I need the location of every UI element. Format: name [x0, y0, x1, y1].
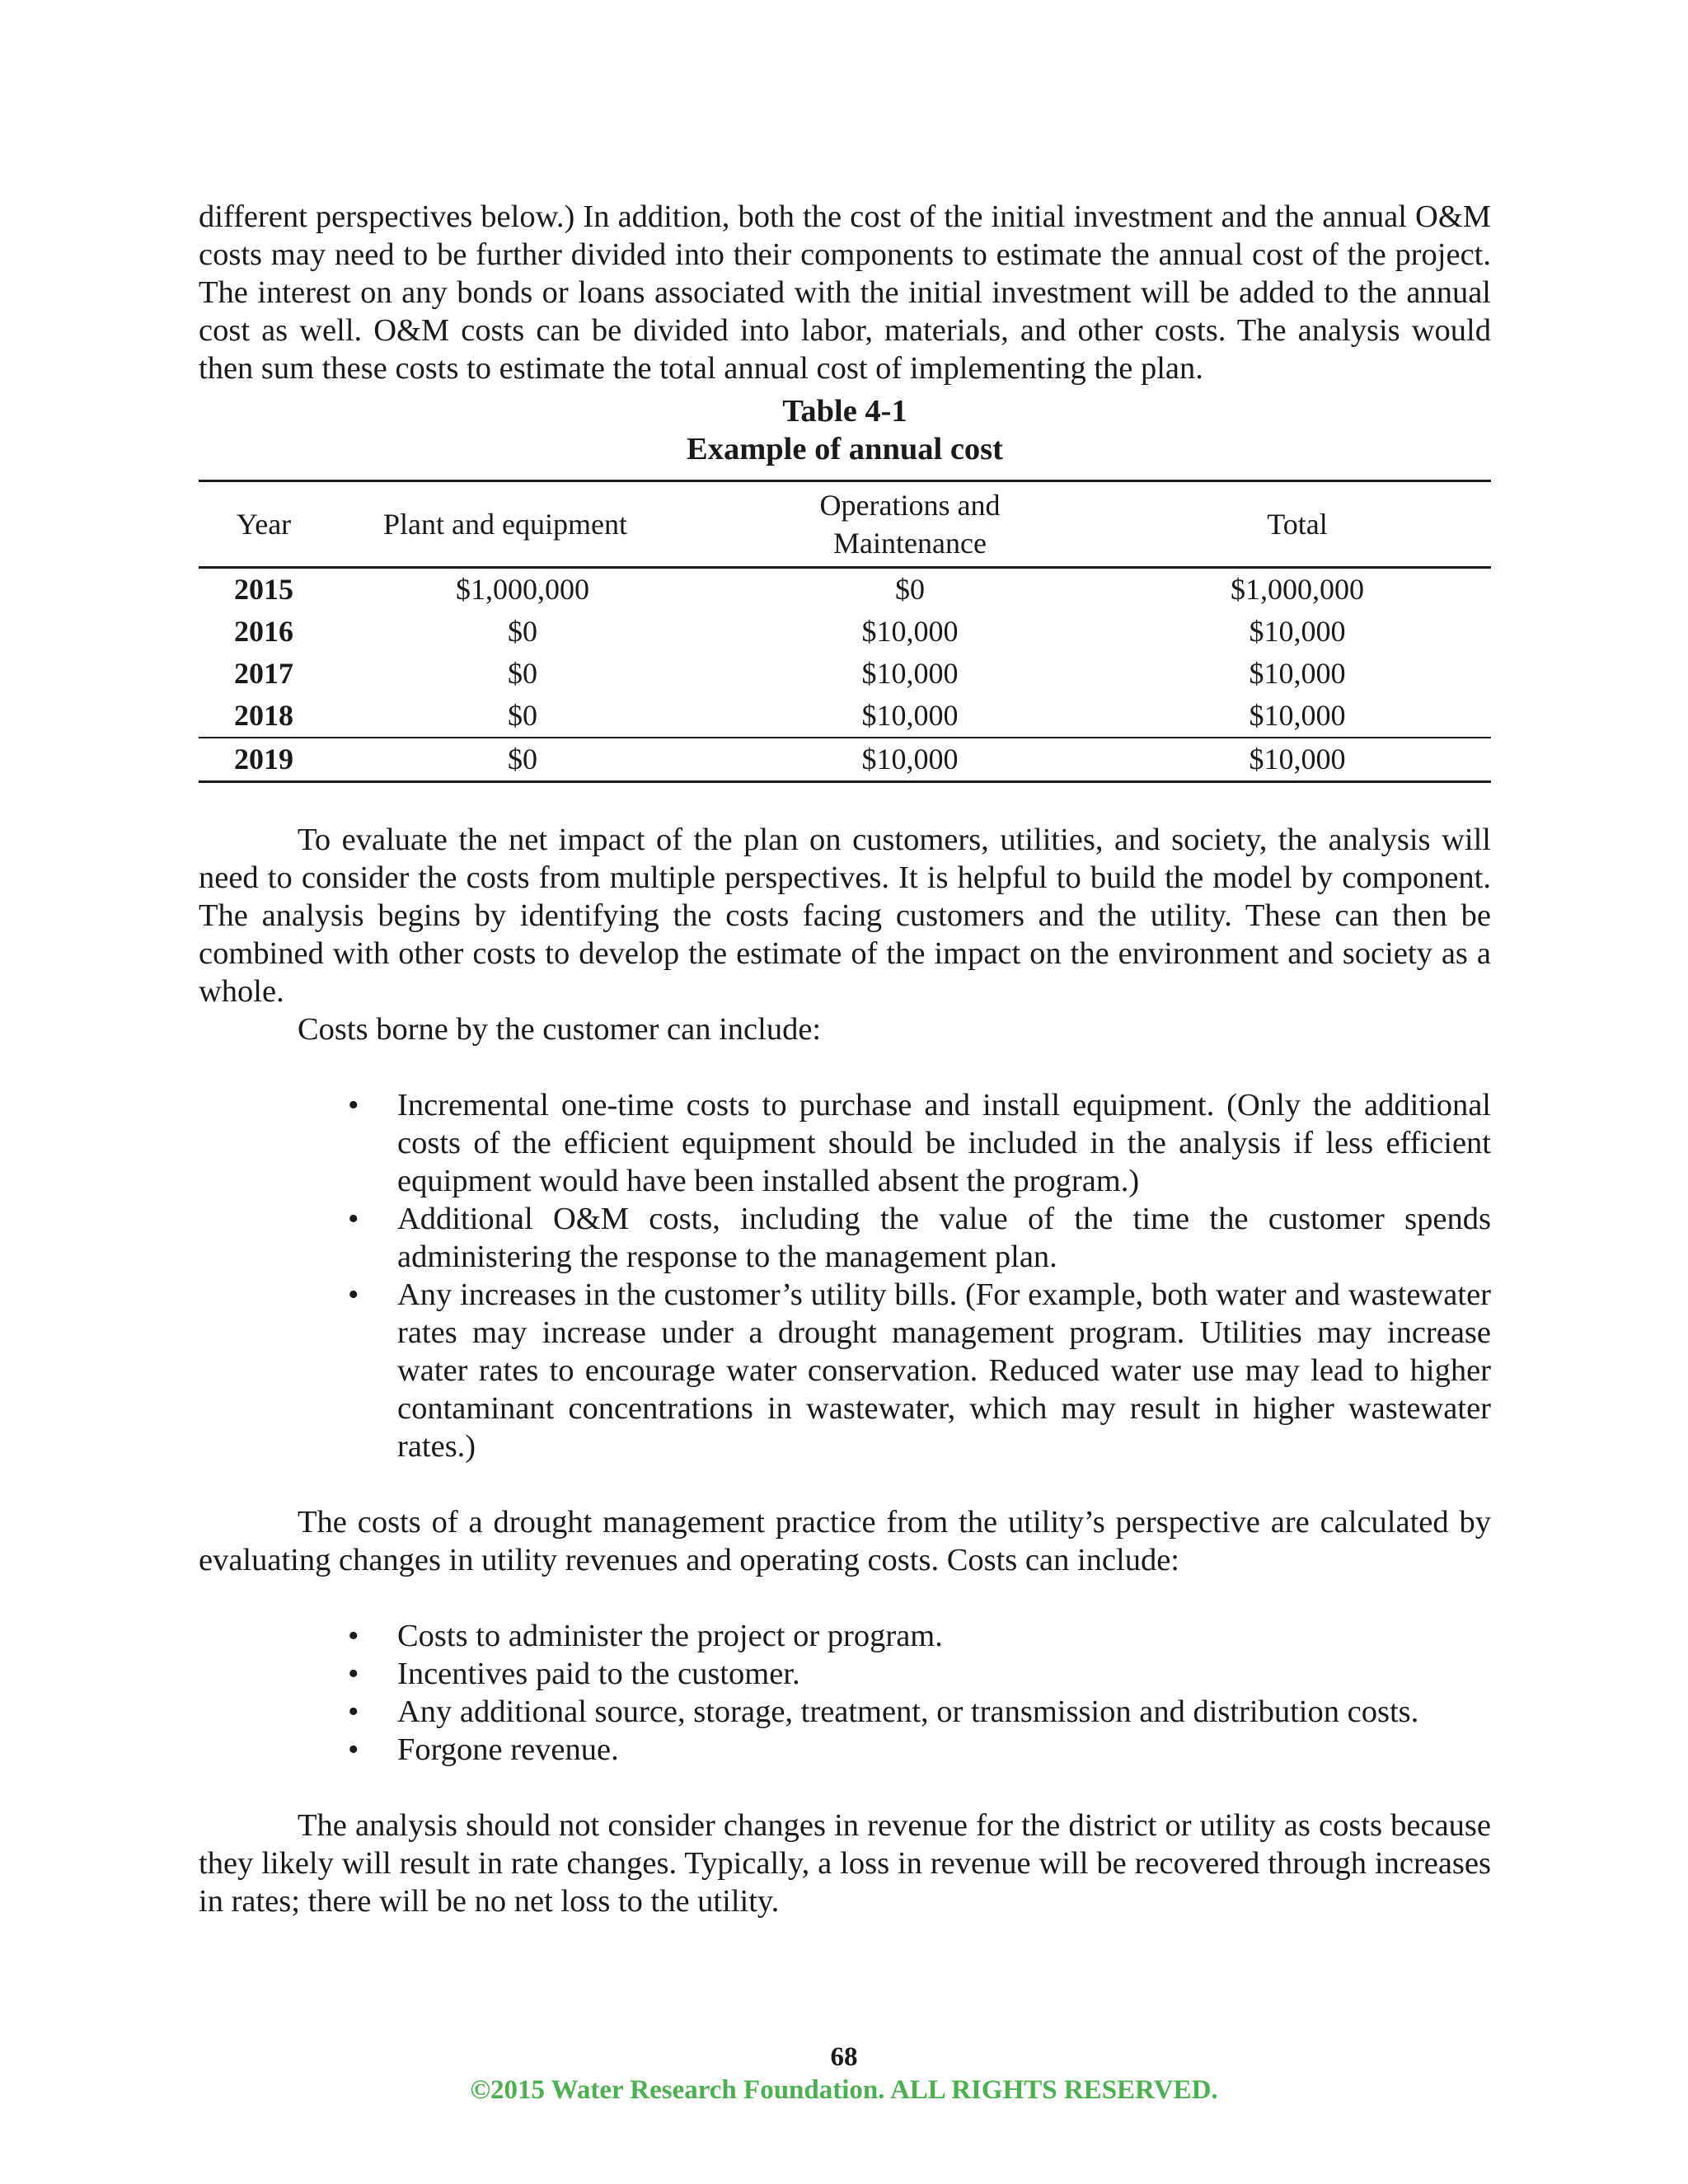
bullet-icon: •	[348, 1202, 359, 1236]
table-row	[199, 695, 1491, 738]
cell-operations-maintenance: $10,000	[861, 699, 959, 732]
utility-costs-list	[199, 1617, 1491, 1769]
cell-total: $10,000	[1249, 615, 1346, 648]
cell-plant-equipment: $0	[508, 615, 537, 648]
bullet-icon: •	[348, 1694, 359, 1729]
cell-plant-equipment: $0	[329, 738, 716, 782]
intro-paragraph: different perspectives below.) In addition, both the cost of the initial investment and the annual O&M costs may need to be further divided into their components to estimate the annual cost of the project. The interest on any bonds or loans associated with the initial investment will be added to the annual cost as well. O&M costs can be divided into labor, materials, and other costs. The analysis would then sum these costs to estimate the total annual cost of implementing the plan.	[199, 199, 1491, 386]
customer-costs-intro: Costs borne by the customer can include:	[298, 1012, 822, 1047]
list-item-text: Additional O&M costs, including the value of the time the customer spends administering the response to the management plan.	[397, 1202, 1491, 1274]
header-operations-maintenance	[716, 481, 1104, 568]
table-title: Example of annual cost	[687, 432, 1003, 466]
list-item	[199, 1617, 1491, 1655]
list-item	[199, 1731, 1491, 1769]
header-operations-maintenance-text: Operations and Maintenance	[819, 489, 1001, 560]
cell-total: $10,000	[1249, 699, 1346, 732]
list-item	[199, 1655, 1491, 1693]
cell-total: $10,000	[1249, 657, 1346, 690]
copyright-notice: ©2015 Water Research Foundation. ALL RIGHTS RESERVED.	[470, 2075, 1218, 2105]
cell-plant-equipment: $0	[508, 699, 537, 732]
page-number: 68	[830, 2042, 858, 2072]
list-item-text: Any increases in the customer’s utility bills. (For example, both water and wastewater rates may increase under a drought management program. Utilities may increase water rates to encourage water conservation. Reduced water use may lead to higher contaminant concentrations in wastewater, which may result in higher wastewater rates.)	[397, 1277, 1491, 1464]
bullet-icon: •	[348, 1619, 359, 1653]
list-item	[199, 1200, 1491, 1276]
table-row	[199, 568, 1491, 612]
utility-paragraph: The costs of a drought management practice from the utility’s perspective are calculated by evaluating changes in utility revenues and operating costs. Costs can include:	[199, 1505, 1491, 1577]
cell-plant-equipment: $1,000,000	[456, 573, 589, 606]
table-header-row	[199, 481, 1491, 568]
header-plant-equipment: Plant and equipment	[329, 481, 716, 568]
bullet-icon: •	[348, 1657, 359, 1691]
cell-operations-maintenance: $10,000	[716, 738, 1104, 782]
cell-total: $1,000,000	[1231, 573, 1364, 606]
bullet-icon: •	[348, 1732, 359, 1767]
list-item-text: Incremental one-time costs to purchase and install equipment. (Only the additional costs of the efficient equipment should be included in the analysis if less efficient equipment would have been installed absent the program.)	[397, 1088, 1491, 1198]
list-item-text: Any additional source, storage, treatment, or transmission and distribution costs.	[397, 1694, 1419, 1729]
table-row	[199, 653, 1491, 695]
cell-total: $10,000	[1104, 738, 1491, 782]
revenue-paragraph: The analysis should not consider changes in revenue for the district or utility as costs because they likely will result in rate changes. Typically, a loss in revenue will be recovered through increases in rates; there will be no net loss to the utility.	[199, 1808, 1491, 1919]
bullet-icon: •	[348, 1088, 359, 1122]
header-total: Total	[1104, 481, 1491, 568]
table-row	[199, 738, 1491, 782]
cell-operations-maintenance: $10,000	[861, 615, 959, 648]
list-item-text: Costs to administer the project or program.	[397, 1619, 943, 1653]
list-item	[199, 1086, 1491, 1200]
cell-year: 2017	[234, 657, 293, 690]
list-item	[199, 1276, 1491, 1465]
cell-year: 2018	[234, 699, 293, 732]
cell-plant-equipment: $0	[508, 657, 537, 690]
cell-year: 2016	[234, 615, 293, 648]
header-year: Year	[199, 481, 329, 568]
cell-operations-maintenance: $0	[895, 573, 925, 606]
annual-cost-table	[199, 480, 1491, 783]
table-row	[199, 611, 1491, 653]
cell-year: 2015	[234, 573, 293, 606]
net-impact-paragraph: To evaluate the net impact of the plan on customers, utilities, and society, the analysis will need to consider the costs from multiple perspectives. It is helpful to build the model by component. The analysis begins by identifying the costs facing customers and the utility. These can then be combined with other costs to develop the estimate of the impact on the environment and society as a whole.	[199, 823, 1491, 1009]
cell-year: 2019	[199, 738, 329, 782]
page-body	[199, 198, 1491, 1920]
table-number: Table 4-1	[782, 394, 907, 429]
list-item	[199, 1693, 1491, 1731]
bullet-icon: •	[348, 1277, 359, 1312]
list-item-text: Incentives paid to the customer.	[397, 1657, 800, 1691]
cell-operations-maintenance: $10,000	[861, 657, 959, 690]
customer-costs-list	[199, 1086, 1491, 1465]
list-item-text: Forgone revenue.	[397, 1732, 619, 1767]
